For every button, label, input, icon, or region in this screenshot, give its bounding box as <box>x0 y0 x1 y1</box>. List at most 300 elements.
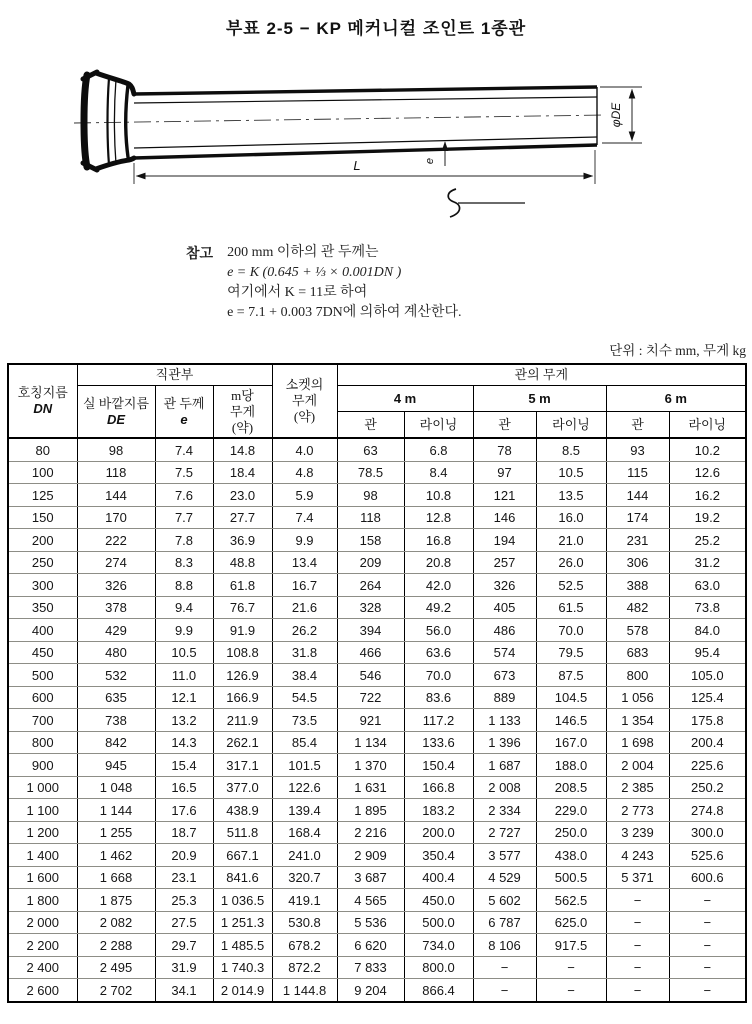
table-cell: 574 <box>473 641 536 664</box>
table-cell: 211.9 <box>213 709 272 732</box>
table-cell: 1 255 <box>77 821 155 844</box>
table-cell: 98 <box>337 484 404 507</box>
unit-label: 단위 : 치수 mm, 무게 kg <box>609 343 746 358</box>
table-cell: 91.9 <box>213 619 272 642</box>
table-cell: 317.1 <box>213 754 272 777</box>
table-row <box>8 844 746 867</box>
table-cell: − <box>536 956 606 979</box>
table-cell: 2 385 <box>606 776 669 799</box>
table-cell: 241.0 <box>272 844 337 867</box>
table-cell: 150 <box>8 506 77 529</box>
table-cell: 18.4 <box>213 461 272 484</box>
table-cell: 300 <box>8 574 77 597</box>
table-cell: 16.2 <box>669 484 746 507</box>
table-cell: 80 <box>8 438 77 461</box>
table-cell: 144 <box>77 484 155 507</box>
table-cell: 1 631 <box>337 776 404 799</box>
table-cell: 600.6 <box>669 866 746 889</box>
table-cell: 500.0 <box>404 911 473 934</box>
table-cell: 500 <box>8 664 77 687</box>
table-cell: 174 <box>606 506 669 529</box>
table-row <box>8 754 746 777</box>
table-cell: 525.6 <box>669 844 746 867</box>
table-cell: 917.5 <box>536 934 606 957</box>
table-cell: 200.4 <box>669 731 746 754</box>
e-label: e <box>424 157 436 165</box>
table-cell: 158 <box>337 529 404 552</box>
table-cell: 126.9 <box>213 664 272 687</box>
table-cell: 734.0 <box>404 934 473 957</box>
table-cell: 530.8 <box>272 911 337 934</box>
table-row <box>8 438 746 461</box>
table-cell: 2 727 <box>473 821 536 844</box>
table-cell: 16.8 <box>404 529 473 552</box>
table-cell: 85.4 <box>272 731 337 754</box>
header-4m: 4 m <box>337 385 473 411</box>
pipe-diagram <box>52 65 700 233</box>
table-cell: 800 <box>8 731 77 754</box>
table-cell: 87.5 <box>536 664 606 687</box>
table-cell: 63.0 <box>669 574 746 597</box>
table-cell: 438.0 <box>536 844 606 867</box>
table-cell: − <box>606 956 669 979</box>
table-row <box>8 731 746 754</box>
table-cell: 42.0 <box>404 574 473 597</box>
table-row <box>8 686 746 709</box>
table-cell: 635 <box>77 686 155 709</box>
table-cell: 144 <box>606 484 669 507</box>
table-cell: 27.5 <box>155 911 213 934</box>
table-cell: 257 <box>473 551 536 574</box>
table-cell: 841.6 <box>213 866 272 889</box>
table-cell: 95.4 <box>669 641 746 664</box>
l-label: L <box>353 158 361 173</box>
table-cell: 1 875 <box>77 889 155 912</box>
table-cell: 700 <box>8 709 77 732</box>
table-cell: 13.4 <box>272 551 337 574</box>
table-cell: 438.9 <box>213 799 272 822</box>
table-cell: 49.2 <box>404 596 473 619</box>
table-body <box>8 438 746 1002</box>
table-cell: 115 <box>606 461 669 484</box>
table-cell: 23.0 <box>213 484 272 507</box>
table-cell: 1 144 <box>77 799 155 822</box>
table-cell: 9.4 <box>155 596 213 619</box>
header-6m: 6 m <box>606 385 746 411</box>
centerline <box>74 115 605 123</box>
header-thickness: 관 두께 e <box>155 385 213 438</box>
table-cell: 320.7 <box>272 866 337 889</box>
table-cell: 2 495 <box>77 956 155 979</box>
table-cell: 16.7 <box>272 574 337 597</box>
table-cell: 118 <box>337 506 404 529</box>
table-cell: 52.5 <box>536 574 606 597</box>
table-cell: 1 740.3 <box>213 956 272 979</box>
table-cell: 3 687 <box>337 866 404 889</box>
table-cell: 117.2 <box>404 709 473 732</box>
table-cell: 48.8 <box>213 551 272 574</box>
table-cell: 250.2 <box>669 776 746 799</box>
socket-bell <box>83 72 134 170</box>
table-cell: 12.8 <box>404 506 473 529</box>
table-cell: 229.0 <box>536 799 606 822</box>
table-cell: 600 <box>8 686 77 709</box>
page-title: 부표 2-5 − KP 메커니컬 조인트 1종관 <box>225 19 527 38</box>
table-cell: 274.8 <box>669 799 746 822</box>
table-cell: 26.0 <box>536 551 606 574</box>
header-per-m-weight: m당 무게 (약) <box>213 385 272 438</box>
header-straight-section: 직관부 <box>77 364 272 385</box>
table-cell: 1 200 <box>8 821 77 844</box>
table-cell: 405 <box>473 596 536 619</box>
table-cell: 175.8 <box>669 709 746 732</box>
table-cell: 209 <box>337 551 404 574</box>
table-cell: 450 <box>8 641 77 664</box>
table-cell: 2 400 <box>8 956 77 979</box>
table-cell: 1 698 <box>606 731 669 754</box>
table-cell: 9 204 <box>337 979 404 1002</box>
table-cell: 222 <box>77 529 155 552</box>
pipe-spec-table <box>7 363 747 1003</box>
table-cell: 2 000 <box>8 911 77 934</box>
table-cell: 673 <box>473 664 536 687</box>
table-cell: 738 <box>77 709 155 732</box>
table-cell: 3 239 <box>606 821 669 844</box>
table-row <box>8 484 746 507</box>
table-cell: 2 004 <box>606 754 669 777</box>
table-cell: 146 <box>473 506 536 529</box>
table-cell: 78 <box>473 438 536 461</box>
table-cell: − <box>606 979 669 1002</box>
table-cell: 4.8 <box>272 461 337 484</box>
table-cell: 511.8 <box>213 821 272 844</box>
table-cell: 7.8 <box>155 529 213 552</box>
table-cell: 2 702 <box>77 979 155 1002</box>
de-label: φDE <box>609 102 623 128</box>
table-cell: 105.0 <box>669 664 746 687</box>
table-cell: 83.6 <box>404 686 473 709</box>
header-pipe-weight: 관의 무게 <box>337 364 746 385</box>
table-cell: 9.9 <box>272 529 337 552</box>
note-formula: e = K (0.645 + ⅓ × 0.001DN ) <box>227 265 402 280</box>
table-cell: 1 048 <box>77 776 155 799</box>
table-cell: − <box>669 889 746 912</box>
table-cell: 450.0 <box>404 889 473 912</box>
table-cell: 683 <box>606 641 669 664</box>
table-cell: 84.0 <box>669 619 746 642</box>
table-cell: 208.5 <box>536 776 606 799</box>
table-cell: 8.8 <box>155 574 213 597</box>
table-cell: 866.4 <box>404 979 473 1002</box>
table-cell: 166.8 <box>404 776 473 799</box>
table-cell: 4.0 <box>272 438 337 461</box>
header-socket-weight: 소켓의 무게 (약) <box>272 364 337 438</box>
table-cell: 4 565 <box>337 889 404 912</box>
table-cell: 429 <box>77 619 155 642</box>
table-cell: 146.5 <box>536 709 606 732</box>
table-cell: 1 370 <box>337 754 404 777</box>
table-cell: 1 251.3 <box>213 911 272 934</box>
table-row <box>8 506 746 529</box>
note-line: 여기에서 K = 11로 하여 <box>227 285 368 300</box>
break-symbol <box>448 189 525 217</box>
table-row <box>8 956 746 979</box>
table-cell: − <box>669 934 746 957</box>
table-cell: 10.8 <box>404 484 473 507</box>
table-cell: 250.0 <box>536 821 606 844</box>
header-pipe-6m: 관 <box>606 412 669 439</box>
table-cell: 167.0 <box>536 731 606 754</box>
table-cell: 678.2 <box>272 934 337 957</box>
table-cell: 889 <box>473 686 536 709</box>
table-cell: 16.5 <box>155 776 213 799</box>
table-row <box>8 709 746 732</box>
table-cell: 168.4 <box>272 821 337 844</box>
table-cell: 1 100 <box>8 799 77 822</box>
table-cell: 6 787 <box>473 911 536 934</box>
table-cell: − <box>473 979 536 1002</box>
table-row <box>8 776 746 799</box>
table-cell: 183.2 <box>404 799 473 822</box>
table-cell: 10.2 <box>669 438 746 461</box>
table-cell: 388 <box>606 574 669 597</box>
header-lining-5m: 라이닝 <box>536 412 606 439</box>
header-5m: 5 m <box>473 385 606 411</box>
table-cell: 328 <box>337 596 404 619</box>
table-cell: − <box>606 911 669 934</box>
note-formula: e = 7.1 + 0.003 7DN에 의하여 계산한다. <box>227 305 462 320</box>
table-cell: 8.5 <box>536 438 606 461</box>
table-cell: 125.4 <box>669 686 746 709</box>
header-lining-4m: 라이닝 <box>404 412 473 439</box>
table-cell: 170 <box>77 506 155 529</box>
table-cell: − <box>669 911 746 934</box>
table-row <box>8 821 746 844</box>
table-cell: 2 773 <box>606 799 669 822</box>
table-cell: 562.5 <box>536 889 606 912</box>
table-cell: 262.1 <box>213 731 272 754</box>
table-cell: 125 <box>8 484 77 507</box>
table-cell: 466 <box>337 641 404 664</box>
table-cell: 231 <box>606 529 669 552</box>
table-cell: 166.9 <box>213 686 272 709</box>
table-cell: 31.2 <box>669 551 746 574</box>
table-cell: 73.8 <box>669 596 746 619</box>
table-cell: 7.4 <box>272 506 337 529</box>
table-cell: 133.6 <box>404 731 473 754</box>
table-cell: 4 529 <box>473 866 536 889</box>
table-row <box>8 889 746 912</box>
table-cell: 188.0 <box>536 754 606 777</box>
table-cell: 29.7 <box>155 934 213 957</box>
table-header <box>8 364 746 438</box>
table-cell: 1 354 <box>606 709 669 732</box>
table-cell: 20.9 <box>155 844 213 867</box>
table-row <box>8 619 746 642</box>
table-cell: 18.7 <box>155 821 213 844</box>
table-cell: 532 <box>77 664 155 687</box>
table-cell: 419.1 <box>272 889 337 912</box>
table-row <box>8 979 746 1002</box>
table-cell: 11.0 <box>155 664 213 687</box>
table-cell: 377.0 <box>213 776 272 799</box>
table-row <box>8 934 746 957</box>
table-cell: 225.6 <box>669 754 746 777</box>
table-cell: 2 909 <box>337 844 404 867</box>
table-cell: 2 288 <box>77 934 155 957</box>
table-cell: 2 216 <box>337 821 404 844</box>
table-cell: 61.5 <box>536 596 606 619</box>
table-cell: 1 485.5 <box>213 934 272 957</box>
table-cell: 350 <box>8 596 77 619</box>
table-cell: 394 <box>337 619 404 642</box>
table-cell: 1 462 <box>77 844 155 867</box>
table-cell: 7.7 <box>155 506 213 529</box>
table-cell: 1 687 <box>473 754 536 777</box>
table-cell: − <box>669 979 746 1002</box>
header-de: 실 바깥지름 DE <box>77 385 155 438</box>
table-cell: 1 144.8 <box>272 979 337 1002</box>
header-pipe-5m: 관 <box>473 412 536 439</box>
note-line: 200 mm 이하의 관 두께는 <box>227 245 379 260</box>
table-cell: 12.6 <box>669 461 746 484</box>
table-cell: 400.4 <box>404 866 473 889</box>
table-cell: 480 <box>77 641 155 664</box>
table-cell: 139.4 <box>272 799 337 822</box>
note-label: 참고 <box>186 245 214 261</box>
table-cell: 1 895 <box>337 799 404 822</box>
table-cell: 842 <box>77 731 155 754</box>
table-cell: 12.1 <box>155 686 213 709</box>
table-cell: 1 056 <box>606 686 669 709</box>
table-cell: 306 <box>606 551 669 574</box>
table-cell: 1 036.5 <box>213 889 272 912</box>
table-cell: 2 200 <box>8 934 77 957</box>
table-cell: 19.2 <box>669 506 746 529</box>
table-cell: 3 577 <box>473 844 536 867</box>
table-cell: 200 <box>8 529 77 552</box>
table-row <box>8 641 746 664</box>
table-cell: 7 833 <box>337 956 404 979</box>
table-cell: 274 <box>77 551 155 574</box>
table-cell: 722 <box>337 686 404 709</box>
table-cell: 6 620 <box>337 934 404 957</box>
table-cell: 25.2 <box>669 529 746 552</box>
table-cell: 100 <box>8 461 77 484</box>
table-cell: 10.5 <box>155 641 213 664</box>
table-cell: 1 800 <box>8 889 77 912</box>
table-cell: 98 <box>77 438 155 461</box>
table-cell: 8.4 <box>404 461 473 484</box>
table-cell: 122.6 <box>272 776 337 799</box>
table-cell: 23.1 <box>155 866 213 889</box>
table-cell: 70.0 <box>536 619 606 642</box>
table-cell: 800.0 <box>404 956 473 979</box>
table-cell: 546 <box>337 664 404 687</box>
table-cell: 1 668 <box>77 866 155 889</box>
table-cell: 61.8 <box>213 574 272 597</box>
table-cell: 500.5 <box>536 866 606 889</box>
table-cell: 300.0 <box>669 821 746 844</box>
table-row <box>8 529 746 552</box>
table-cell: 31.8 <box>272 641 337 664</box>
table-cell: 10.5 <box>536 461 606 484</box>
table-cell: 26.2 <box>272 619 337 642</box>
table-cell: 1 134 <box>337 731 404 754</box>
table-cell: 5.9 <box>272 484 337 507</box>
table-cell: − <box>606 934 669 957</box>
table-cell: 5 602 <box>473 889 536 912</box>
pipe-drawing-svg <box>52 65 700 233</box>
table-cell: 15.4 <box>155 754 213 777</box>
header-pipe-4m: 관 <box>337 412 404 439</box>
table-cell: 400 <box>8 619 77 642</box>
table-cell: 1 000 <box>8 776 77 799</box>
table-cell: 1 133 <box>473 709 536 732</box>
note-block <box>186 243 752 323</box>
table-cell: 104.5 <box>536 686 606 709</box>
table-cell: 625.0 <box>536 911 606 934</box>
table-cell: 194 <box>473 529 536 552</box>
table-cell: 578 <box>606 619 669 642</box>
table-cell: 200.0 <box>404 821 473 844</box>
table-cell: 5 536 <box>337 911 404 934</box>
table-cell: 101.5 <box>272 754 337 777</box>
table-cell: 9.9 <box>155 619 213 642</box>
table-cell: 921 <box>337 709 404 732</box>
table-cell: 900 <box>8 754 77 777</box>
table-cell: 63.6 <box>404 641 473 664</box>
header-lining-6m: 라이닝 <box>669 412 746 439</box>
table-cell: 250 <box>8 551 77 574</box>
table-cell: 1 400 <box>8 844 77 867</box>
table-cell: − <box>606 889 669 912</box>
table-cell: 93 <box>606 438 669 461</box>
table-cell: 56.0 <box>404 619 473 642</box>
table-cell: 108.8 <box>213 641 272 664</box>
table-row <box>8 551 746 574</box>
table-cell: 378 <box>77 596 155 619</box>
table-cell: 14.8 <box>213 438 272 461</box>
pipe-body <box>134 87 597 158</box>
table-cell: 486 <box>473 619 536 642</box>
table-cell: 38.4 <box>272 664 337 687</box>
table-cell: 14.3 <box>155 731 213 754</box>
table-cell: 2 600 <box>8 979 77 1002</box>
table-cell: 6.8 <box>404 438 473 461</box>
table-cell: 79.5 <box>536 641 606 664</box>
header-dn: 호칭지름 DN <box>8 364 77 438</box>
table-cell: 150.4 <box>404 754 473 777</box>
table-row <box>8 596 746 619</box>
table-cell: 21.6 <box>272 596 337 619</box>
table-cell: 2 014.9 <box>213 979 272 1002</box>
table-cell: 1 600 <box>8 866 77 889</box>
table-cell: 326 <box>77 574 155 597</box>
table-cell: 16.0 <box>536 506 606 529</box>
table-row <box>8 664 746 687</box>
table-cell: 31.9 <box>155 956 213 979</box>
table-cell: 2 082 <box>77 911 155 934</box>
table-cell: 17.6 <box>155 799 213 822</box>
table-cell: 872.2 <box>272 956 337 979</box>
table-row <box>8 799 746 822</box>
table-cell: 264 <box>337 574 404 597</box>
table-cell: 13.5 <box>536 484 606 507</box>
table-cell: 800 <box>606 664 669 687</box>
table-cell: 54.5 <box>272 686 337 709</box>
table-cell: 5 371 <box>606 866 669 889</box>
